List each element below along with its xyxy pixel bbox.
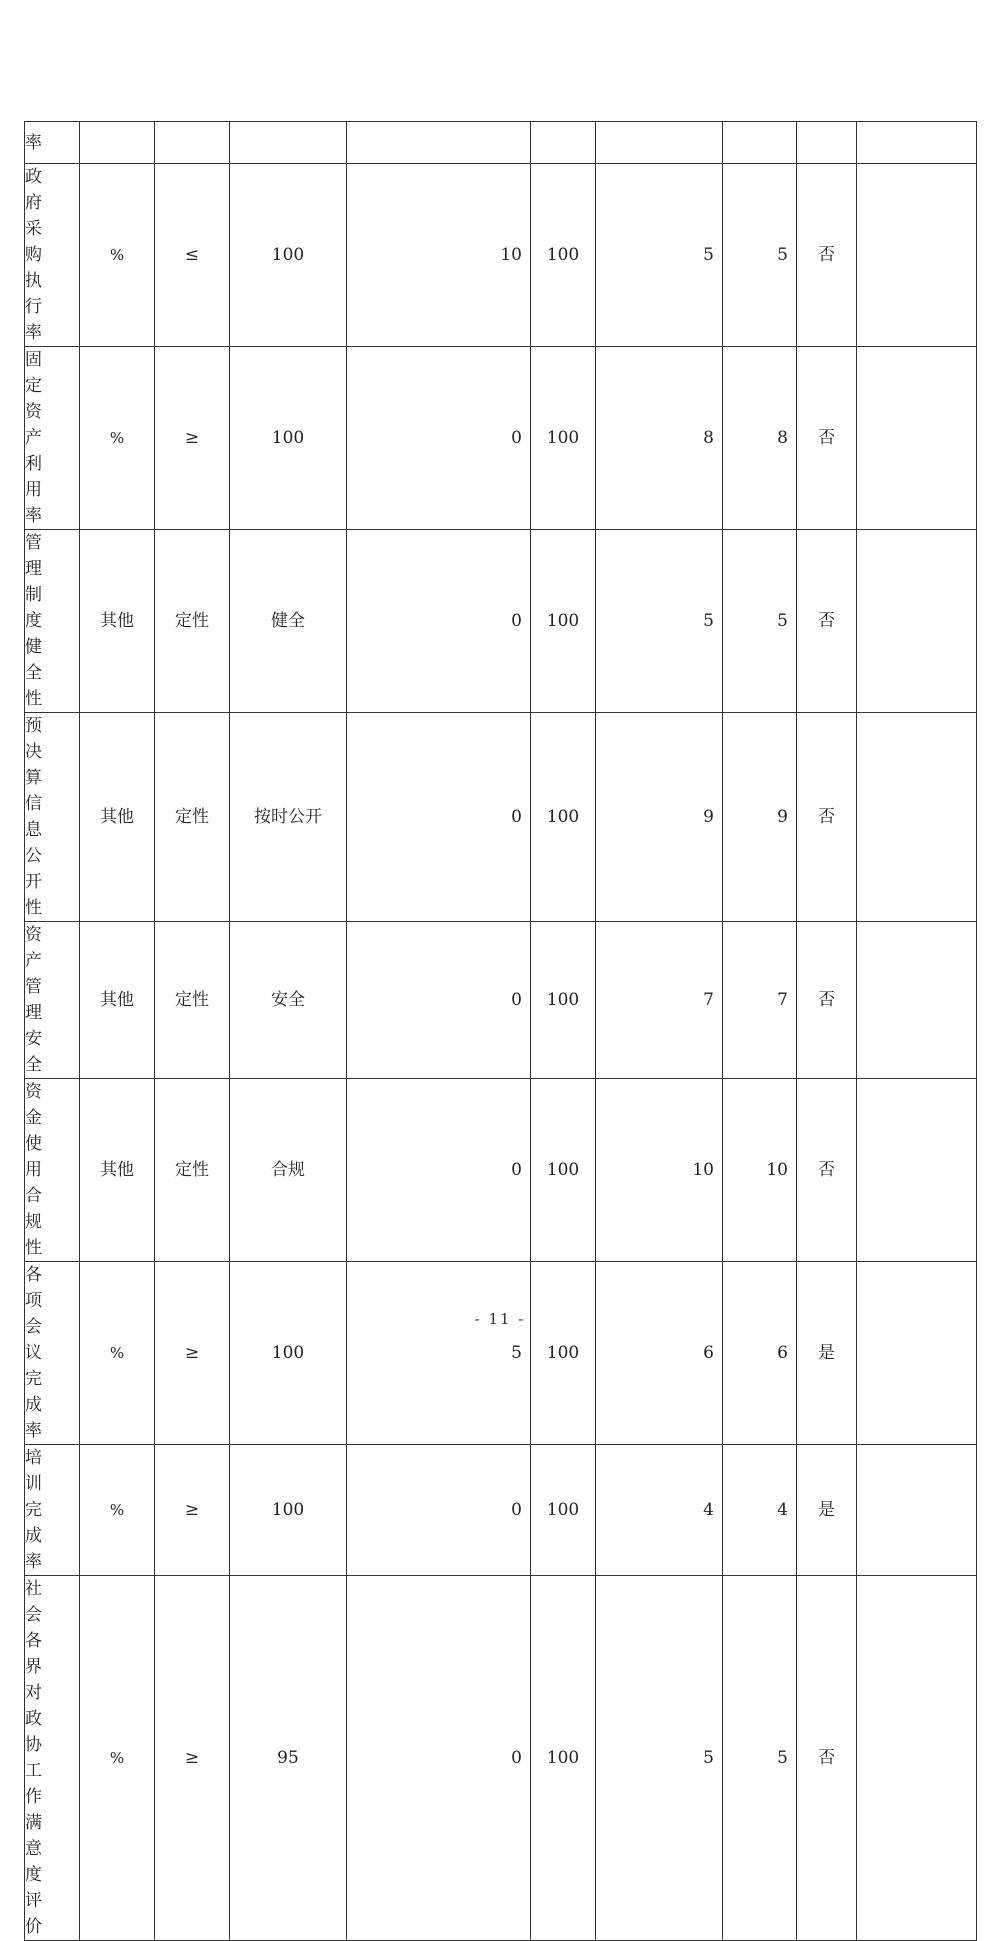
symbol-cell: ≤ <box>155 164 230 347</box>
note-cell <box>857 122 977 164</box>
indicator-name: 政府采购执行率 <box>25 167 42 343</box>
symbol-cell <box>155 122 230 164</box>
weight-cell: 0 <box>347 1576 531 1941</box>
actual-cell: 8 <box>723 347 797 530</box>
max-cell: 100 <box>531 530 596 713</box>
table-row <box>25 922 977 1079</box>
symbol-cell: ≥ <box>155 1576 230 1941</box>
unit-cell: % <box>80 1262 155 1445</box>
note-cell <box>857 347 977 530</box>
indicator-name-cell <box>25 530 80 713</box>
target-cell: 合规 <box>230 1079 347 1262</box>
weight-cell: 5 <box>347 1262 531 1445</box>
note-cell <box>857 922 977 1079</box>
max-cell: 100 <box>531 713 596 922</box>
indicator-name: 资金使用合规性 <box>25 1082 42 1258</box>
table-row <box>25 1445 977 1576</box>
table-row <box>25 1262 977 1445</box>
score-cell: 5 <box>596 164 723 347</box>
target-cell: 100 <box>230 1445 347 1576</box>
note-cell <box>857 713 977 922</box>
indicator-name: 管理制度健全性 <box>25 533 42 709</box>
score-cell: 8 <box>596 347 723 530</box>
symbol-cell: ≥ <box>155 1445 230 1576</box>
table-row <box>25 1079 977 1262</box>
max-cell: 100 <box>531 1079 596 1262</box>
target-cell: 100 <box>230 347 347 530</box>
indicator-name-cell <box>25 1576 80 1941</box>
indicator-name: 培训完成率 <box>25 1448 42 1572</box>
actual-cell: 5 <box>723 1576 797 1941</box>
note-cell <box>857 164 977 347</box>
symbol-cell: ≥ <box>155 347 230 530</box>
note-cell <box>857 530 977 713</box>
unit-cell: % <box>80 1445 155 1576</box>
flag-cell <box>797 122 857 164</box>
table-row <box>25 530 977 713</box>
max-cell: 100 <box>531 922 596 1079</box>
max-cell: 100 <box>531 1262 596 1445</box>
actual-cell: 5 <box>723 164 797 347</box>
table-row <box>25 347 977 530</box>
symbol-cell: 定性 <box>155 1079 230 1262</box>
indicator-name: 固定资产利用率 <box>25 350 42 526</box>
weight-cell <box>347 122 531 164</box>
weight-cell: 0 <box>347 922 531 1079</box>
weight-cell: 0 <box>347 1445 531 1576</box>
score-cell: 6 <box>596 1262 723 1445</box>
indicator-name: 社会各界对政协工作满意度评价 <box>25 1579 42 1937</box>
actual-cell <box>723 122 797 164</box>
indicator-name: 各项会议完成率 <box>25 1265 42 1441</box>
max-cell: 100 <box>531 164 596 347</box>
target-cell: 健全 <box>230 530 347 713</box>
target-cell: 100 <box>230 1262 347 1445</box>
score-cell: 10 <box>596 1079 723 1262</box>
max-cell <box>531 122 596 164</box>
indicator-name-cell <box>25 122 80 164</box>
unit-cell: % <box>80 347 155 530</box>
score-cell: 9 <box>596 713 723 922</box>
score-cell <box>596 122 723 164</box>
unit-cell: 其他 <box>80 713 155 922</box>
actual-cell: 5 <box>723 530 797 713</box>
max-cell: 100 <box>531 1576 596 1941</box>
actual-cell: 10 <box>723 1079 797 1262</box>
flag-cell: 是 <box>797 1262 857 1445</box>
weight-cell: 10 <box>347 164 531 347</box>
flag-cell: 是 <box>797 1445 857 1576</box>
note-cell <box>857 1445 977 1576</box>
score-cell: 7 <box>596 922 723 1079</box>
target-cell: 安全 <box>230 922 347 1079</box>
max-cell: 100 <box>531 347 596 530</box>
symbol-cell: 定性 <box>155 922 230 1079</box>
unit-cell: 其他 <box>80 922 155 1079</box>
actual-cell: 7 <box>723 922 797 1079</box>
note-cell <box>857 1576 977 1941</box>
score-cell: 5 <box>596 530 723 713</box>
target-cell: 100 <box>230 164 347 347</box>
indicator-name-cell <box>25 164 80 347</box>
score-cell: 5 <box>596 1576 723 1941</box>
flag-cell: 否 <box>797 164 857 347</box>
indicator-name-cell <box>25 922 80 1079</box>
note-cell <box>857 1079 977 1262</box>
unit-cell: 其他 <box>80 530 155 713</box>
note-cell <box>857 1262 977 1445</box>
table-row <box>25 122 977 164</box>
unit-cell: % <box>80 164 155 347</box>
indicator-name: 率 <box>25 132 42 153</box>
indicator-name: 资产管理安全 <box>25 925 42 1075</box>
indicator-name-cell <box>25 1445 80 1576</box>
flag-cell: 否 <box>797 922 857 1079</box>
table-row <box>25 164 977 347</box>
flag-cell: 否 <box>797 347 857 530</box>
score-cell: 4 <box>596 1445 723 1576</box>
weight-cell: 0 <box>347 713 531 922</box>
target-cell <box>230 122 347 164</box>
weight-cell: 0 <box>347 347 531 530</box>
table-row <box>25 1576 977 1941</box>
indicator-name-cell <box>25 1079 80 1262</box>
max-cell: 100 <box>531 1445 596 1576</box>
indicator-name: 预决算信息公开性 <box>25 716 42 918</box>
target-cell: 95 <box>230 1576 347 1941</box>
unit-cell: 其他 <box>80 1079 155 1262</box>
indicator-name-cell <box>25 713 80 922</box>
actual-cell: 4 <box>723 1445 797 1576</box>
target-cell: 按时公开 <box>230 713 347 922</box>
actual-cell: 6 <box>723 1262 797 1445</box>
symbol-cell: ≥ <box>155 1262 230 1445</box>
indicator-name-cell <box>25 1262 80 1445</box>
unit-cell: % <box>80 1576 155 1941</box>
flag-cell: 否 <box>797 713 857 922</box>
page-number: - 11 - <box>474 1310 526 1328</box>
indicator-table <box>24 121 977 1941</box>
flag-cell: 否 <box>797 1576 857 1941</box>
symbol-cell: 定性 <box>155 530 230 713</box>
symbol-cell: 定性 <box>155 713 230 922</box>
weight-cell: 0 <box>347 530 531 713</box>
flag-cell: 否 <box>797 530 857 713</box>
unit-cell <box>80 122 155 164</box>
actual-cell: 9 <box>723 713 797 922</box>
indicator-name-cell <box>25 347 80 530</box>
weight-cell: 0 <box>347 1079 531 1262</box>
table-row <box>25 713 977 922</box>
flag-cell: 否 <box>797 1079 857 1262</box>
